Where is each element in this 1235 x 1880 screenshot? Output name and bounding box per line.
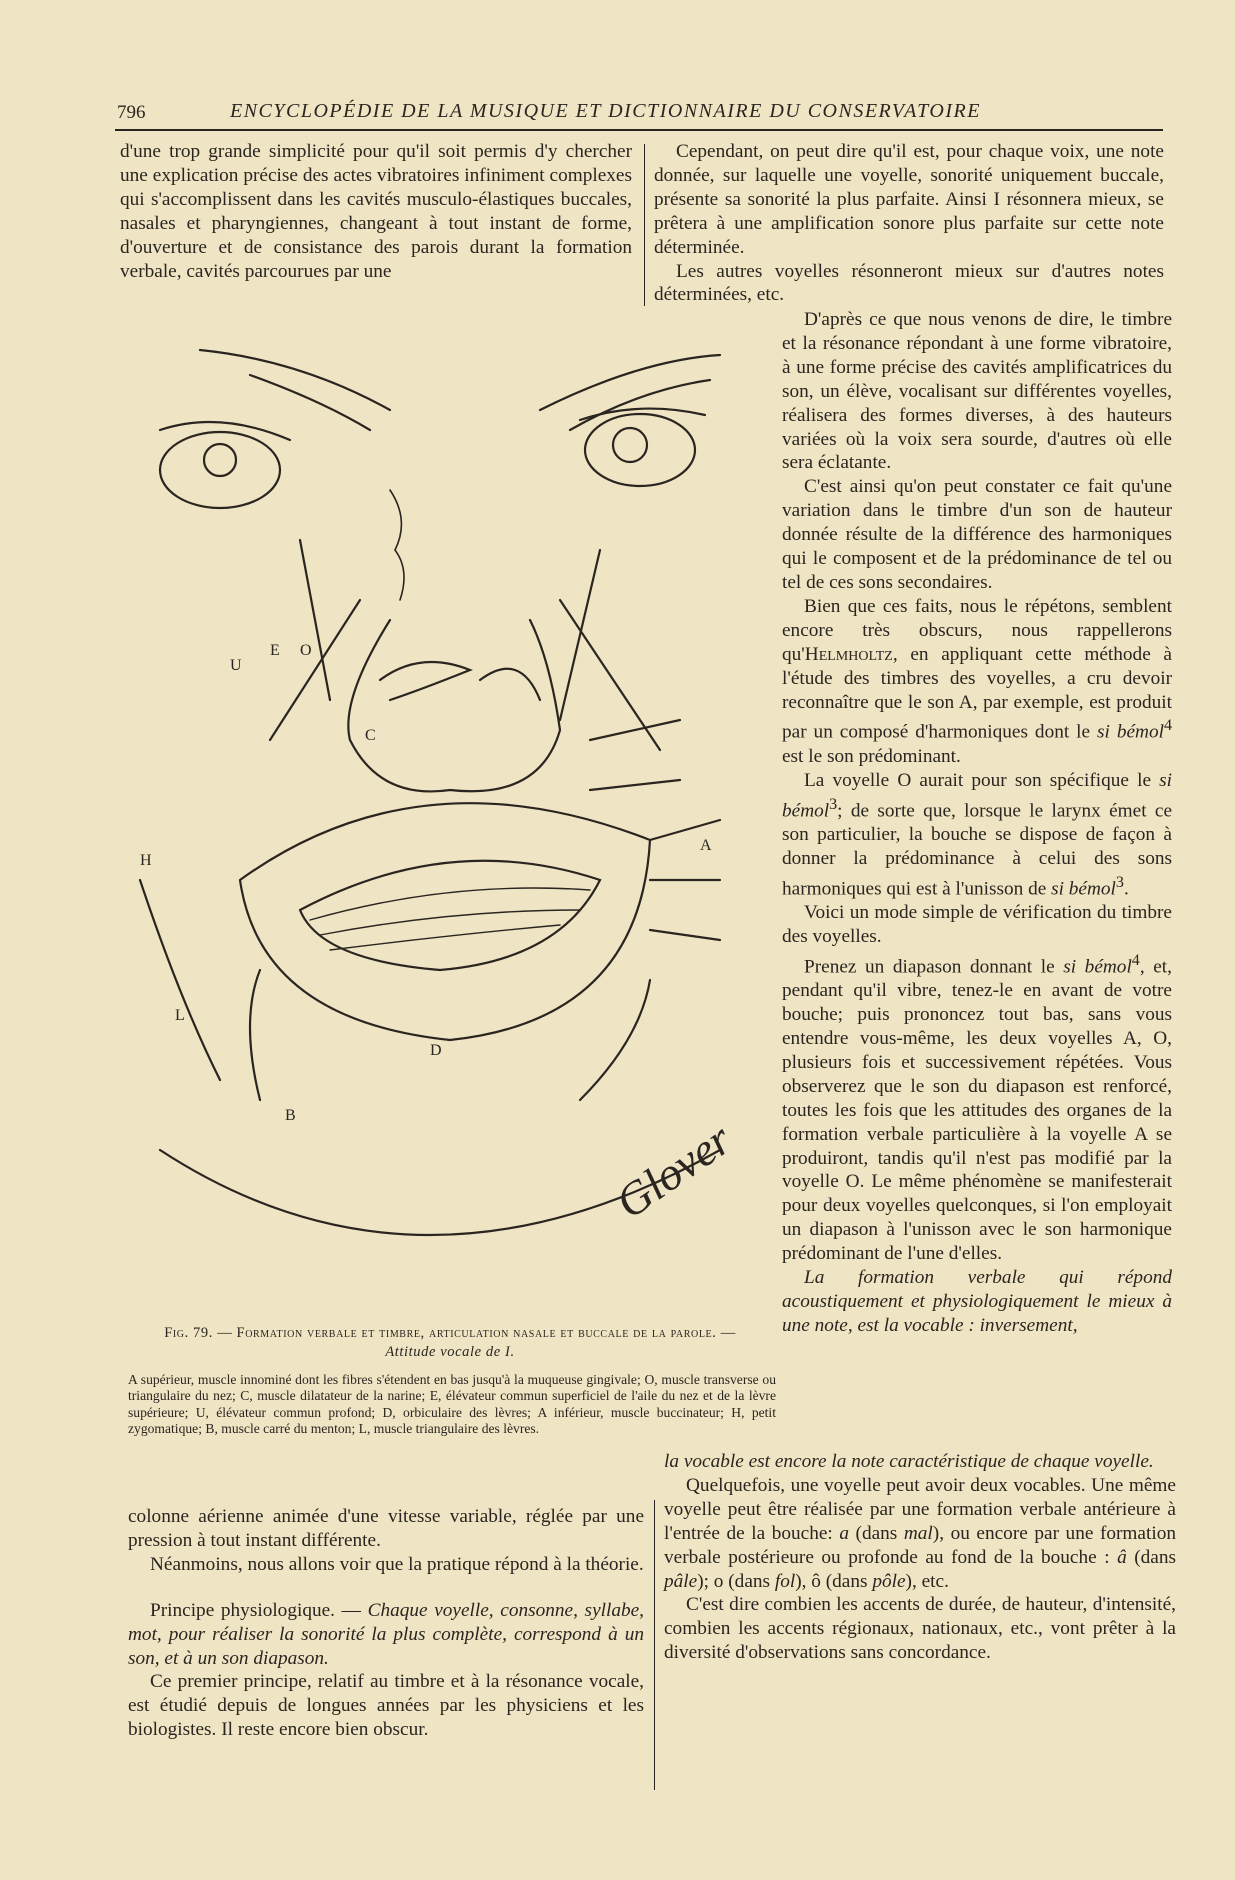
narrow-paragraph-4: La voyelle O aurait pour son spécifique le si bémol$^3$; de sorte que, lorsque le larynx émet ce son particulier, la bouche se dispose de façon à donner la prédominance à celui des sons harmoniques qui est à l'unisson de si bémol$^3$. <box>782 769 1172 900</box>
figure-label-h: H <box>140 852 152 869</box>
left-top-paragraph: d'une trop grande simplicité pour qu'il soit permis d'y chercher une explication précise des actes vibratoires infiniment complexes qui s'accomplissent dans les cavités musculo-élastiques buccales, nasales et pharyngiennes, changeant à tout instant de forme, d'ouverture et de consistance des parois durant la formation verbale, cavités parcourues par une <box>120 141 632 282</box>
left-bottom-paragraph-2: Néanmoins, nous allons voir que la pratique répond à la théorie. <box>150 1553 644 1575</box>
figure-label-c: C <box>365 727 376 744</box>
artist-signature: Glover <box>606 1113 741 1229</box>
narrow-paragraph-3: Bien que ces faits, nous le répétons, semblent encore très obscurs, nous rappellerons qu'Helmholtz, en appliquant cette méthode à l'étude des timbres des voyelles, a cru devoir reconnaître que le son A, par exemple, est produit par un composé d'harmoniques dont le si bémol$^4$ est le son prédominant. <box>782 595 1172 767</box>
right-top-paragraph-2: Les autres voyelles résonneront mieux sur d'autres notes déterminées, etc. <box>654 260 1164 306</box>
brow-left <box>200 350 390 410</box>
left-bottom-paragraph-1: colonne aérienne animée d'une vitesse variable, réglée par une pression à tout instant différente. <box>128 1506 644 1551</box>
figure-caption: Fig. 79. — Formation verbale et timbre, articulation nasale et buccale de la parole. — Attitude vocale de I. <box>164 1325 736 1360</box>
page-number: 796 <box>117 102 146 123</box>
left-column-bottom-text <box>128 1505 644 1742</box>
left-column-top-text <box>120 140 632 283</box>
right-column-lower-text <box>664 1450 1176 1665</box>
section-heading: Principe physiologique. <box>150 1599 335 1621</box>
narrow-paragraph-7: La formation verbale qui répond acoustiquement et physiologiquement le mieux à une note, est la vocable : inversement, <box>782 1267 1172 1336</box>
figure-label-e: E <box>270 642 280 659</box>
running-head: ENCYCLOPÉDIE DE LA MUSIQUE ET DICTIONNAIRE DU CONSERVATOIRE <box>230 100 981 122</box>
header-rule <box>115 129 1163 131</box>
right-eye <box>585 414 695 486</box>
narrow-paragraph-1: D'après ce que nous venons de dire, le timbre et la résonance répondant à une forme vibratoire, à une forme précise des cavités amplificatrices du son, un élève, vocalisant sur différentes voyelles, réalisera des formes diverses, à des hauteurs variées où la voix sera sourde, d'autres où elle sera éclatante. <box>782 309 1172 474</box>
right-lower-paragraph-1: la vocable est encore la note caractéristique de chaque voyelle. <box>664 1451 1154 1472</box>
figure-label-l: L <box>175 1007 185 1024</box>
figure-legend: A supérieur, muscle innominé dont les fibres s'étendent en bas jusqu'à la muqueuse gingivale; O, muscle transverse ou triangulaire du nez; C, muscle dilatateur de la narine; E, élévateur commun superficiel de l'aile du nez et de la lèvre supérieure; U, élévateur commun profond; D, orbiculaire des lèvres; A inférieur, muscle buccinateur; H, petit zygomatique; B, muscle carré du menton; L, muscle triangulaire des lèvres. <box>128 1372 776 1436</box>
figure-label-d: D <box>430 1042 442 1059</box>
right-top-paragraph-1: Cependant, on peut dire qu'il est, pour chaque voix, une note donnée, sur laquelle une voyelle, sonorité uniquement buccale, présente sa sonorité la plus parfaite. Ainsi I résonnera mieux, se prêtera à une amplification sonore plus parfaite sur cette note déterminée. <box>654 141 1164 258</box>
muscle-face-illustration <box>120 320 780 1320</box>
mouth-outer <box>240 803 650 1040</box>
nose-outline <box>348 620 560 791</box>
lips <box>300 861 600 970</box>
figure-label-b: B <box>285 1107 296 1124</box>
narrow-paragraph-5: Voici un mode simple de vérification du timbre des voyelles. <box>782 902 1172 947</box>
narrow-paragraph-2: C'est ainsi qu'on peut constater ce fait qu'une variation dans le timbre d'un son de hauteur donnée résulte de la différence des harmoniques qui le composent et de la prédominance de tel ou tel de ces sons secondaires. <box>782 476 1172 593</box>
figure-label-o: O <box>300 642 312 659</box>
right-lower-paragraph-3: C'est dire combien les accents de durée, de hauteur, d'intensité, combien les accents régionaux, nationaux, etc., vont prêter à la diversité d'observations sans concordance. <box>664 1594 1176 1664</box>
left-bottom-paragraph-4: Ce premier principe, relatif au timbre et à la résonance vocale, est étudié depuis de longues années par les physiciens et les biologistes. Il reste encore bien obscur. <box>128 1671 644 1741</box>
principle-paragraph: Principe physiologique. — Chaque voyelle, consonne, syllabe, mot, pour réaliser la sonorité la plus complète, correspond à un son, et à un son diapason. <box>128 1599 644 1669</box>
right-column-top-text <box>654 140 1164 307</box>
column-rule-bottom <box>654 1500 655 1790</box>
right-column-narrow-text <box>782 308 1172 1338</box>
right-lower-paragraph-2: Quelquefois, une voyelle peut avoir deux vocables. Une même voyelle peut être réalisée par une formation verbale antérieure à l'entrée de la bouche: a (dans mal), ou encore par une formation verbale postérieure ou profonde au fond de la bouche : â (dans pâle); o (dans fol), ô (dans pôle), etc. <box>664 1474 1176 1592</box>
narrow-paragraph-6: Prenez un diapason donnant le si bémol$^4$, et, pendant qu'il vibre, tenez-le en avant de votre bouche; puis prononcez tout bas, sans vous entendre vous-même, les deux voyelles A, O, plusieurs fois et successivement répétées. Vous observerez que le son du diapason est renforcé, toutes les fois que les attitudes des organes de la formation verbale particulière à la voyelle A se produiront, tandis qu'il n'est pas modifié par la voyelle O. Le même phénomène se manifesterait pour deux voyelles quelconques, si l'on employait un diapason à l'unisson avec le son harmonique prédominant de l'une d'elles. <box>782 951 1172 1265</box>
figure-label-u: U <box>230 657 242 674</box>
author-name-helmholtz: Helmholtz <box>804 643 893 665</box>
column-rule-top <box>644 144 645 306</box>
figure-label-a: A <box>700 837 712 854</box>
